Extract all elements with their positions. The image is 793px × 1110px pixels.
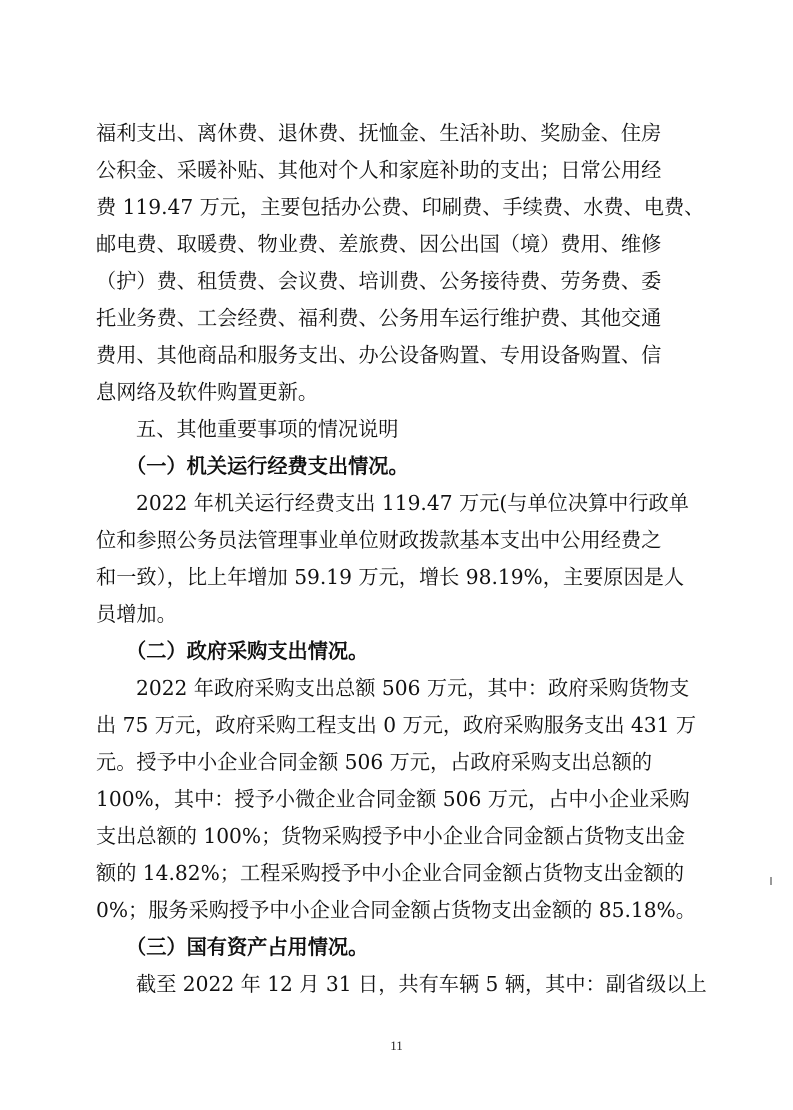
paragraph-line: 2022 年机关运行经费支出 119.47 万元(与单位决算中行政单: [136, 491, 689, 515]
paragraph-line: 100%，其中：授予小微企业合同金额 506 万元，占中小企业采购: [96, 787, 690, 811]
body-line: 费用、其他商品和服务支出、办公设备购置、专用设备购置、信: [96, 343, 662, 367]
paragraph-line: 2022 年政府采购支出总额 506 万元，其中：政府采购货物支: [136, 676, 690, 700]
paragraph-line: 元。授予中小企业合同金额 506 万元，占政府采购支出总额的: [96, 750, 653, 774]
body-line: 费 119.47 万元，主要包括办公费、印刷费、手续费、水费、电费、: [96, 195, 705, 219]
body-line: 福利支出、离休费、退休费、抚恤金、生活补助、奖励金、住房: [96, 121, 662, 145]
scan-artifact: [770, 877, 772, 885]
paragraph-line: 支出总额的 100%；货物采购授予中小企业合同金额占货物支出金: [96, 824, 686, 848]
paragraph-line: 0%；服务采购授予中小企业合同金额占货物支出金额的 85.18%。: [96, 898, 696, 922]
body-line: （护）费、租赁费、会议费、培训费、公务接待费、劳务费、委: [96, 269, 662, 293]
subsection-heading-2: （二）政府采购支出情况。: [126, 639, 369, 663]
paragraph-line: 和一致），比上年增加 59.19 万元，增长 98.19%，主要原因是人: [96, 565, 685, 589]
paragraph-line: 出 75 万元，政府采购工程支出 0 万元，政府采购服务支出 431 万: [96, 713, 697, 737]
page-number: 11: [390, 1038, 403, 1053]
document-body: [96, 118, 707, 999]
paragraph-line: 额的 14.82%；工程采购授予中小企业合同金额占货物支出金额的: [96, 861, 685, 885]
subsection-heading-3: （三）国有资产占用情况。: [126, 935, 369, 959]
body-line: 公积金、采暖补贴、其他对个人和家庭补助的支出；日常公用经: [96, 158, 662, 182]
subsection-heading-1: （一）机关运行经费支出情况。: [126, 454, 409, 478]
body-line: 托业务费、工会经费、福利费、公务用车运行维护费、其他交通: [96, 306, 662, 330]
paragraph-line: 员增加。: [96, 602, 177, 626]
body-line: 邮电费、取暖费、物业费、差旅费、因公出国（境）费用、维修: [96, 232, 662, 256]
section-heading: 五、其他重要事项的情况说明: [136, 417, 399, 441]
paragraph-line: 位和参照公务员法管理事业单位财政拨款基本支出中公用经费之: [96, 528, 662, 552]
body-line: 息网络及软件购置更新。: [96, 380, 319, 404]
paragraph-line: 截至 2022 年 12 月 31 日，共有车辆 5 辆，其中：副省级以上: [136, 972, 707, 996]
